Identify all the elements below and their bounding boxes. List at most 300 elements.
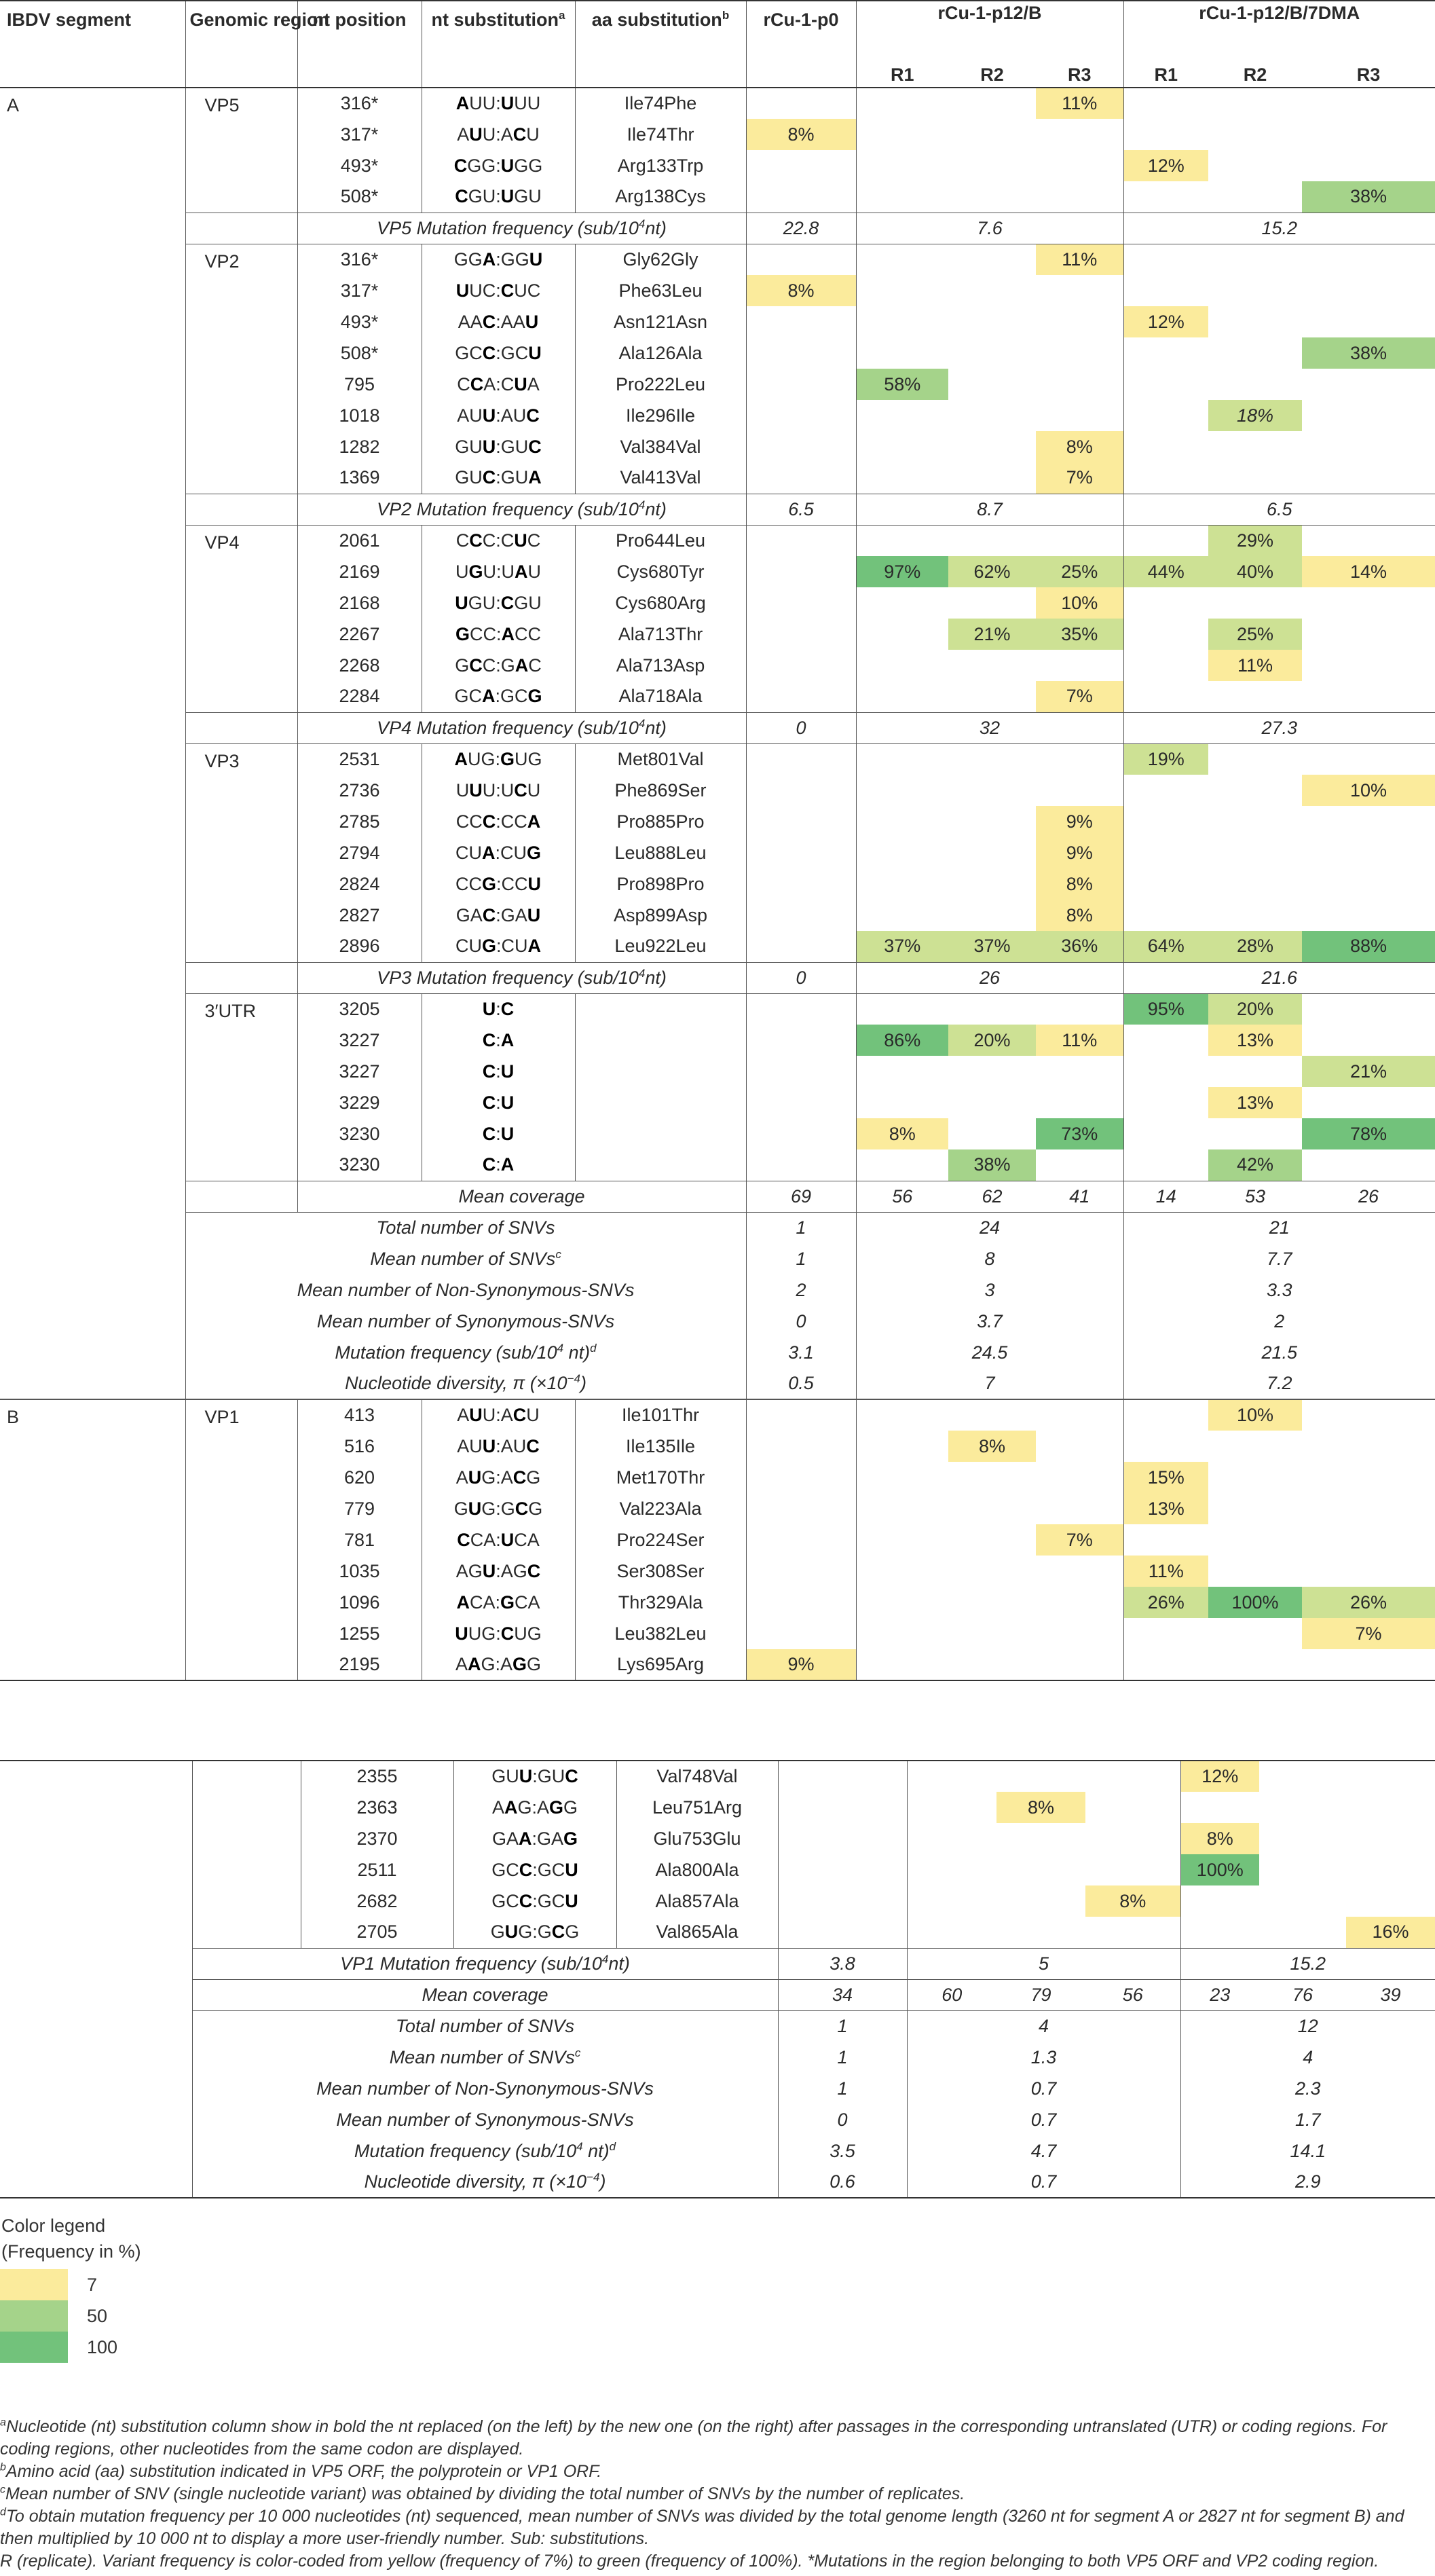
frequency-cell (1208, 1618, 1302, 1649)
nt-fragment: A (491, 1797, 504, 1818)
nt-position: 781 (297, 1524, 422, 1556)
nt-position: 2267 (297, 619, 422, 650)
nt-fragment: C (514, 779, 527, 801)
nt-position: 1018 (297, 400, 422, 431)
nt-position: 3205 (297, 993, 422, 1025)
frequency-cell: 95% (1123, 993, 1208, 1025)
frequency-cell (856, 587, 948, 619)
frequency-cell (1302, 1462, 1435, 1493)
frequency-cell: 100% (1180, 1854, 1259, 1885)
frequency-cell (996, 1854, 1085, 1885)
summary-stat-row (0, 2135, 1435, 2167)
nt-fragment: C (469, 530, 483, 551)
nt-substitution (422, 1087, 575, 1118)
nt-position: 493* (297, 306, 422, 337)
nt-fragment: G (500, 1591, 515, 1613)
frequency-cell (778, 1823, 907, 1854)
frequency-cell (856, 1149, 948, 1181)
nt-fragment: G (563, 1828, 578, 1849)
nt-fragment: :GA (532, 1828, 563, 1849)
aa-substitution: Phe63Leu (575, 275, 746, 306)
nt-fragment: U (525, 311, 539, 332)
aa-substitution: Cys680Tyr (575, 556, 746, 587)
aa-substitution: Ile296Ile (575, 400, 746, 431)
nt-fragment: GU (455, 436, 483, 457)
frequency-cell (1123, 400, 1208, 431)
frequency-cell (1123, 1431, 1208, 1462)
frequency-cell: 8% (746, 119, 856, 150)
frequency-cell (1208, 1431, 1302, 1462)
frequency-cell (1036, 525, 1123, 556)
frequency-cell (948, 431, 1036, 462)
frequency-cell: 12% (1180, 1761, 1259, 1792)
frequency-cell (948, 775, 1036, 806)
nt-fragment: A (481, 842, 496, 863)
summary-stat-value: 1 (778, 2010, 907, 2042)
nt-position: 2284 (297, 681, 422, 712)
nt-fragment: AG (455, 1560, 483, 1581)
frequency-cell (1302, 1087, 1435, 1118)
aa-substitution: Asn121Asn (575, 306, 746, 337)
nt-position: 2736 (297, 775, 422, 806)
nt-fragment: G (527, 1654, 542, 1674)
nt-fragment: U:U (482, 779, 515, 801)
footnote-d: $^d$To obtain mutation frequency per 10 000 nucleotides (nt) sequenced, mean number of SNVs was divided by the total genome length (3260 nt for segment A or 2827 nt for segment B) and then multiplied by 10 000 nt to display a more user-friendly number. Sub: substitutions. (0, 2506, 1404, 2548)
frequency-cell (1208, 88, 1302, 119)
frequency-cell (907, 1823, 996, 1854)
frequency-cell (856, 150, 948, 181)
summary-stat-value: 21 (1269, 1217, 1290, 1238)
frequency-cell (1123, 275, 1208, 306)
mutation-frequency-label: VP3 Mutation frequency $(sub/10^4nt)$ (297, 962, 746, 993)
nt-fragment: :CU (496, 936, 528, 957)
replicate-header: R1 (890, 65, 914, 85)
frequency-cell (1302, 650, 1435, 681)
summary-stat-value: 4 (1303, 2046, 1313, 2067)
frequency-cell (746, 1587, 856, 1618)
nt-fragment: G (512, 1654, 527, 1674)
frequency-cell (746, 431, 856, 462)
frequency-cell (1302, 868, 1435, 900)
stat-label-text: Mean number of Non-Synonymous-SNVs (316, 2078, 654, 2099)
frequency-cell (948, 900, 1036, 931)
frequency-cell (948, 1399, 1036, 1431)
region-spacer (185, 962, 297, 993)
nt-substitution (422, 587, 575, 619)
frequency-cell (856, 743, 948, 775)
nt-position: 2363 (301, 1792, 453, 1823)
frequency-cell (1302, 1025, 1435, 1056)
nt-substitution (422, 1587, 575, 1618)
frequency-cell (856, 806, 948, 837)
nt-fragment: A (518, 1828, 532, 1849)
frequency-cell: 28% (1208, 931, 1302, 962)
frequency-cell: 100% (1208, 1587, 1302, 1618)
nt-fragment: C (519, 1890, 533, 1911)
frequency-cell (746, 306, 856, 337)
frequency-cell (948, 275, 1036, 306)
frequency-cell (1123, 837, 1208, 868)
stat-label-text: Mean number of Synonymous-SNVs (316, 1310, 615, 1331)
nt-position: 2268 (297, 650, 422, 681)
aa-substitution: Val384Val (575, 431, 746, 462)
nt-substitution (453, 1854, 616, 1885)
frequency-cell (856, 993, 948, 1025)
frequency-cell (1302, 1649, 1435, 1680)
frequency-cell (1123, 1118, 1208, 1149)
frequency-cell (746, 650, 856, 681)
frequency-cell (856, 619, 948, 650)
frequency-cell (1123, 681, 1208, 712)
nt-fragment: CC (455, 873, 482, 894)
nt-fragment: C (526, 1435, 540, 1456)
frequency-cell (856, 306, 948, 337)
frequency-cell (1123, 88, 1208, 119)
mean-coverage-value: 76 (1292, 1984, 1313, 2005)
nt-fragment: U (455, 280, 470, 301)
frequency-cell (1208, 462, 1302, 494)
frequency-cell: 7% (1036, 681, 1123, 712)
nt-fragment: C (512, 1405, 527, 1425)
frequency-cell (1259, 1792, 1346, 1823)
summary-stat-row (0, 1243, 1435, 1274)
nt-substitution (422, 337, 575, 369)
frequency-cell (1208, 244, 1302, 275)
nt-fragment: CC: (470, 623, 502, 644)
nt-fragment: U (469, 1405, 483, 1425)
frequency-cell (1259, 1761, 1346, 1792)
freq-label-text: VP3 Mutation frequency (sub/10 (377, 967, 639, 988)
mutation-frequency-label: VP4 Mutation frequency $(sub/10^4nt)$ (297, 712, 746, 743)
frequency-cell: 13% (1208, 1025, 1302, 1056)
frequency-cell (1123, 1087, 1208, 1118)
frequency-cell (1208, 1118, 1302, 1149)
frequency-cell (746, 462, 856, 494)
replicate-header: R2 (980, 65, 1004, 85)
frequency-cell (746, 1399, 856, 1431)
frequency-cell: 11% (1036, 1025, 1123, 1056)
nt-substitution (422, 806, 575, 837)
frequency-cell (1302, 275, 1435, 306)
aa-substitution: Leu382Leu (575, 1618, 746, 1649)
nt-fragment: C (512, 124, 527, 145)
frequency-cell (948, 337, 1036, 369)
nt-position: 2061 (297, 525, 422, 556)
header-group-p12b: rCu-1-p12/B (856, 1, 1123, 59)
nt-substitution (422, 1149, 575, 1181)
nt-fragment: G (526, 842, 541, 863)
mutation-frequency-value: 6.5 (746, 494, 856, 525)
nt-position: 1035 (297, 1556, 422, 1587)
frequency-cell (778, 1917, 907, 1948)
summary-stat-label: Nucleotide diversity, π $(\times 10^{-4})$ (185, 1368, 746, 1399)
frequency-cell: 78% (1302, 1118, 1435, 1149)
nt-position: 2168 (297, 587, 422, 619)
nt-position: 779 (297, 1493, 422, 1524)
frequency-cell (746, 400, 856, 431)
frequency-cell (948, 244, 1036, 275)
nt-position: 1255 (297, 1618, 422, 1649)
frequency-cell (948, 1056, 1036, 1087)
aa-substitution: Pro222Leu (575, 369, 746, 400)
frequency-cell (856, 1649, 948, 1680)
nt-fragment: U (500, 1529, 515, 1550)
summary-stat-value: 24 (856, 1212, 1123, 1243)
aa-substitution: Cys680Arg (575, 587, 746, 619)
summary-stat-row (0, 1212, 1435, 1243)
nt-fragment: C (457, 373, 470, 394)
aa-substitution: Pro224Ser (575, 1524, 746, 1556)
mean-coverage-value: 14 (1155, 1185, 1176, 1207)
frequency-cell (746, 1524, 856, 1556)
nt-fragment: A (515, 655, 529, 676)
frequency-cell (746, 1025, 856, 1056)
aa-substitution: Thr329Ala (575, 1587, 746, 1618)
nt-fragment: G:G (518, 1921, 552, 1943)
mutation-frequency-value: 3.8 (778, 1948, 907, 1979)
nt-fragment: UU (514, 93, 541, 113)
frequency-cell (1123, 369, 1208, 400)
nt-fragment: GU: (468, 592, 501, 613)
frequency-cell (1259, 1917, 1346, 1948)
mutation-frequency-value: 0 (746, 712, 856, 743)
frequency-cell: 18% (1208, 400, 1302, 431)
nt-fragment: U (528, 342, 542, 363)
nt-substitution (422, 556, 575, 587)
summary-stat-label (192, 2073, 778, 2104)
mean-coverage-row (0, 1181, 1435, 1212)
summary-stat-value: 3 (856, 1274, 1123, 1306)
frequency-cell (856, 681, 948, 712)
frequency-cell: 38% (1302, 337, 1435, 369)
frequency-cell (1085, 1792, 1180, 1823)
aa-substitution: Lys695Arg (575, 1649, 746, 1680)
nt-fragment: C (500, 998, 515, 1019)
nt-fragment: U (504, 1921, 519, 1943)
mean-coverage-value: 34 (778, 1979, 907, 2010)
mean-coverage-value: 23 (1210, 1984, 1231, 2005)
mutation-frequency-value: 22.8 (746, 213, 856, 244)
summary-stat-value: 0 (778, 2104, 907, 2135)
region-spacer (192, 1761, 301, 1948)
aa-substitution: Arg138Cys (575, 181, 746, 213)
summary-stat-value: 3.3 (1266, 1279, 1292, 1300)
frequency-cell (746, 743, 856, 775)
frequency-cell (1085, 1917, 1180, 1948)
nt-position: 2682 (301, 1885, 453, 1917)
nt-fragment: U (565, 1890, 578, 1911)
nt-substitution (422, 244, 575, 275)
aa-substitution: Ile135Ile (575, 1431, 746, 1462)
frequency-cell (1208, 369, 1302, 400)
nt-position: 620 (297, 1462, 422, 1493)
summary-stat-row (0, 1337, 1435, 1368)
aa-substitution (575, 1056, 746, 1087)
frequency-cell (1302, 431, 1435, 462)
nt-fragment: U (500, 155, 515, 176)
frequency-cell (1036, 119, 1123, 150)
frequency-cell (1036, 1587, 1123, 1618)
frequency-cell: 11% (1123, 1556, 1208, 1587)
nt-substitution (422, 1462, 575, 1493)
footnote-b: $^b$Amino acid (aa) substitution indicated in VP5 ORF, the polyprotein or VP1 ORF. (0, 2461, 602, 2481)
summary-stat-label (185, 1306, 746, 1337)
nt-position: 316* (297, 244, 422, 275)
nt-fragment: :CC (496, 873, 528, 894)
nt-fragment: G (565, 1921, 580, 1943)
frequency-cell (746, 868, 856, 900)
frequency-cell (1208, 431, 1302, 462)
summary-stat-value: 14.1 (1290, 2140, 1326, 2161)
nt-substitution (422, 775, 575, 806)
nt-substitution (422, 743, 575, 775)
nt-substitution (422, 837, 575, 868)
stat-label-text: Mutation frequency (sub/10 (335, 1342, 557, 1363)
footnote-c: $^c$Mean number of SNV (single nucleotide variant) was obtained by dividing the total number of SNVs by the number of replicates. (0, 2484, 965, 2503)
frequency-cell (1036, 400, 1123, 431)
aa-substitution: Glu753Glu (616, 1823, 778, 1854)
genomic-region-label: 3′UTR (185, 993, 297, 1181)
freq-label-text: VP1 Mutation frequency (sub/10 (340, 1953, 602, 1974)
summary-stat-label: Mutation frequency ($sub/10^4$ nt)$^d$ (185, 1337, 746, 1368)
nt-fragment: AU (457, 1435, 483, 1456)
frequency-cell (746, 806, 856, 837)
frequency-cell (1346, 1761, 1435, 1792)
nt-fragment: A (500, 1029, 515, 1050)
nt-fragment: A (467, 1654, 481, 1674)
summary-stat-row (0, 2104, 1435, 2135)
frequency-cell: 8% (856, 1118, 948, 1149)
frequency-cell (1123, 1524, 1208, 1556)
mutation-frequency-row (0, 962, 1435, 993)
frequency-cell: 7% (1302, 1618, 1435, 1649)
aa-substitution: Ala713Thr (575, 619, 746, 650)
mutation-frequency-value: 8.7 (856, 494, 1123, 525)
stat-label-text: Mean number of SNVs (370, 1248, 556, 1269)
nt-position: 2827 (297, 900, 422, 931)
mutation-row (0, 1399, 1435, 1431)
frequency-cell: 8% (996, 1792, 1085, 1823)
mean-coverage-label: Mean coverage (192, 1979, 778, 2010)
mutation-frequency-value: 6.5 (1266, 498, 1292, 519)
nt-fragment: CA: (470, 1529, 501, 1550)
nt-position: 3230 (297, 1118, 422, 1149)
nt-fragment: C (528, 655, 542, 676)
frequency-cell (907, 1917, 996, 1948)
header-segment: IBDV segment (0, 1, 185, 88)
frequency-cell (1085, 1761, 1180, 1792)
aa-substitution: Ala713Asp (575, 650, 746, 681)
frequency-cell (1036, 1087, 1123, 1118)
nt-fragment: C (500, 280, 515, 301)
frequency-cell (1123, 806, 1208, 837)
footnote-r: R (replicate). Variant frequency is color-coded from yellow (frequency of 7%) to green (frequency of 100%). *Mutations in the region belonging to both VP5 ORF and VP2 coding region. (0, 2552, 1379, 2571)
frequency-cell: 38% (948, 1149, 1036, 1181)
frequency-cell (1208, 806, 1302, 837)
continuation-table (0, 1760, 1435, 2198)
mean-coverage-label: Mean coverage (297, 1181, 746, 1212)
nt-fragment: :CU (495, 842, 527, 863)
frequency-cell (1302, 619, 1435, 650)
mean-coverage-value: 26 (1358, 1185, 1379, 1207)
frequency-cell (1302, 1524, 1435, 1556)
nt-fragment: U (455, 1623, 468, 1644)
frequency-cell: 14% (1302, 556, 1435, 587)
frequency-cell (856, 400, 948, 431)
nt-substitution (422, 369, 575, 400)
nt-position: 2785 (297, 806, 422, 837)
frequency-cell: 8% (1036, 431, 1123, 462)
mutation-frequency-row (0, 494, 1435, 525)
legend-swatch-100 (0, 2332, 68, 2363)
frequency-cell (948, 1462, 1036, 1493)
nt-substitution (453, 1792, 616, 1823)
frequency-cell: 7% (1036, 1524, 1123, 1556)
aa-substitution: Ala857Ala (616, 1885, 778, 1917)
frequency-cell: 88% (1302, 931, 1435, 962)
frequency-cell (1302, 1431, 1435, 1462)
nt-fragment: :AG (496, 1560, 527, 1581)
frequency-cell (746, 1431, 856, 1462)
nt-position: 1369 (297, 462, 422, 494)
summary-stat-label (185, 1212, 746, 1243)
mean-coverage-value: 79 (1030, 1984, 1051, 2005)
frequency-cell: 7% (1036, 462, 1123, 494)
nt-fragment: A (454, 748, 468, 769)
nt-fragment: U (455, 592, 468, 613)
frequency-cell (1123, 119, 1208, 150)
frequency-cell (1302, 369, 1435, 400)
frequency-cell (1180, 1917, 1259, 1948)
nt-fragment: G (481, 873, 496, 894)
frequency-cell (1123, 900, 1208, 931)
frequency-cell (746, 993, 856, 1025)
replicate-header: R3 (1356, 65, 1381, 85)
summary-stat-value: 2.3 (1294, 2078, 1321, 2099)
frequency-cell (1036, 1431, 1123, 1462)
frequency-cell (948, 993, 1036, 1025)
frequency-cell (746, 837, 856, 868)
footnote-a: $^a$Nucleotide (nt) substitution column show in bold the nt replaced (on the left) by the new one (on the right) after passages in the corresponding untranslated (UTR) or coding regions. For coding regions, other nucleotides from the same codon are displayed. (0, 2416, 1387, 2459)
summary-stat-row (0, 1274, 1435, 1306)
frequency-cell (1123, 775, 1208, 806)
aa-substitution: Arg133Trp (575, 150, 746, 181)
mutation-frequency-label: VP5 Mutation frequency $(sub/10^4nt)$ (297, 213, 746, 244)
frequency-cell (856, 775, 948, 806)
summary-stat-value: 0.7 (907, 2073, 1180, 2104)
nt-fragment: C (512, 1467, 527, 1488)
frequency-cell (1208, 681, 1302, 712)
nt-fragment: U (500, 93, 515, 113)
nt-fragment: U (469, 779, 483, 801)
aa-substitution: Ala800Ala (616, 1854, 778, 1885)
mean-coverage-value: 69 (746, 1181, 856, 1212)
nt-fragment: G (563, 1797, 578, 1818)
frequency-cell: 11% (1036, 244, 1123, 275)
mutation-frequency-value: 7.6 (856, 213, 1123, 244)
nt-fragment: UC: (469, 280, 501, 301)
nt-fragment: GC (454, 686, 482, 707)
frequency-cell (1302, 806, 1435, 837)
nt-substitution (453, 1917, 616, 1948)
frequency-cell: 11% (1036, 88, 1123, 119)
frequency-cell (1208, 1649, 1302, 1680)
frequency-cell (1208, 119, 1302, 150)
nt-fragment: A (527, 936, 541, 957)
frequency-cell (948, 1587, 1036, 1618)
nt-fragment: C (469, 655, 483, 676)
nt-fragment: GG (453, 249, 483, 270)
